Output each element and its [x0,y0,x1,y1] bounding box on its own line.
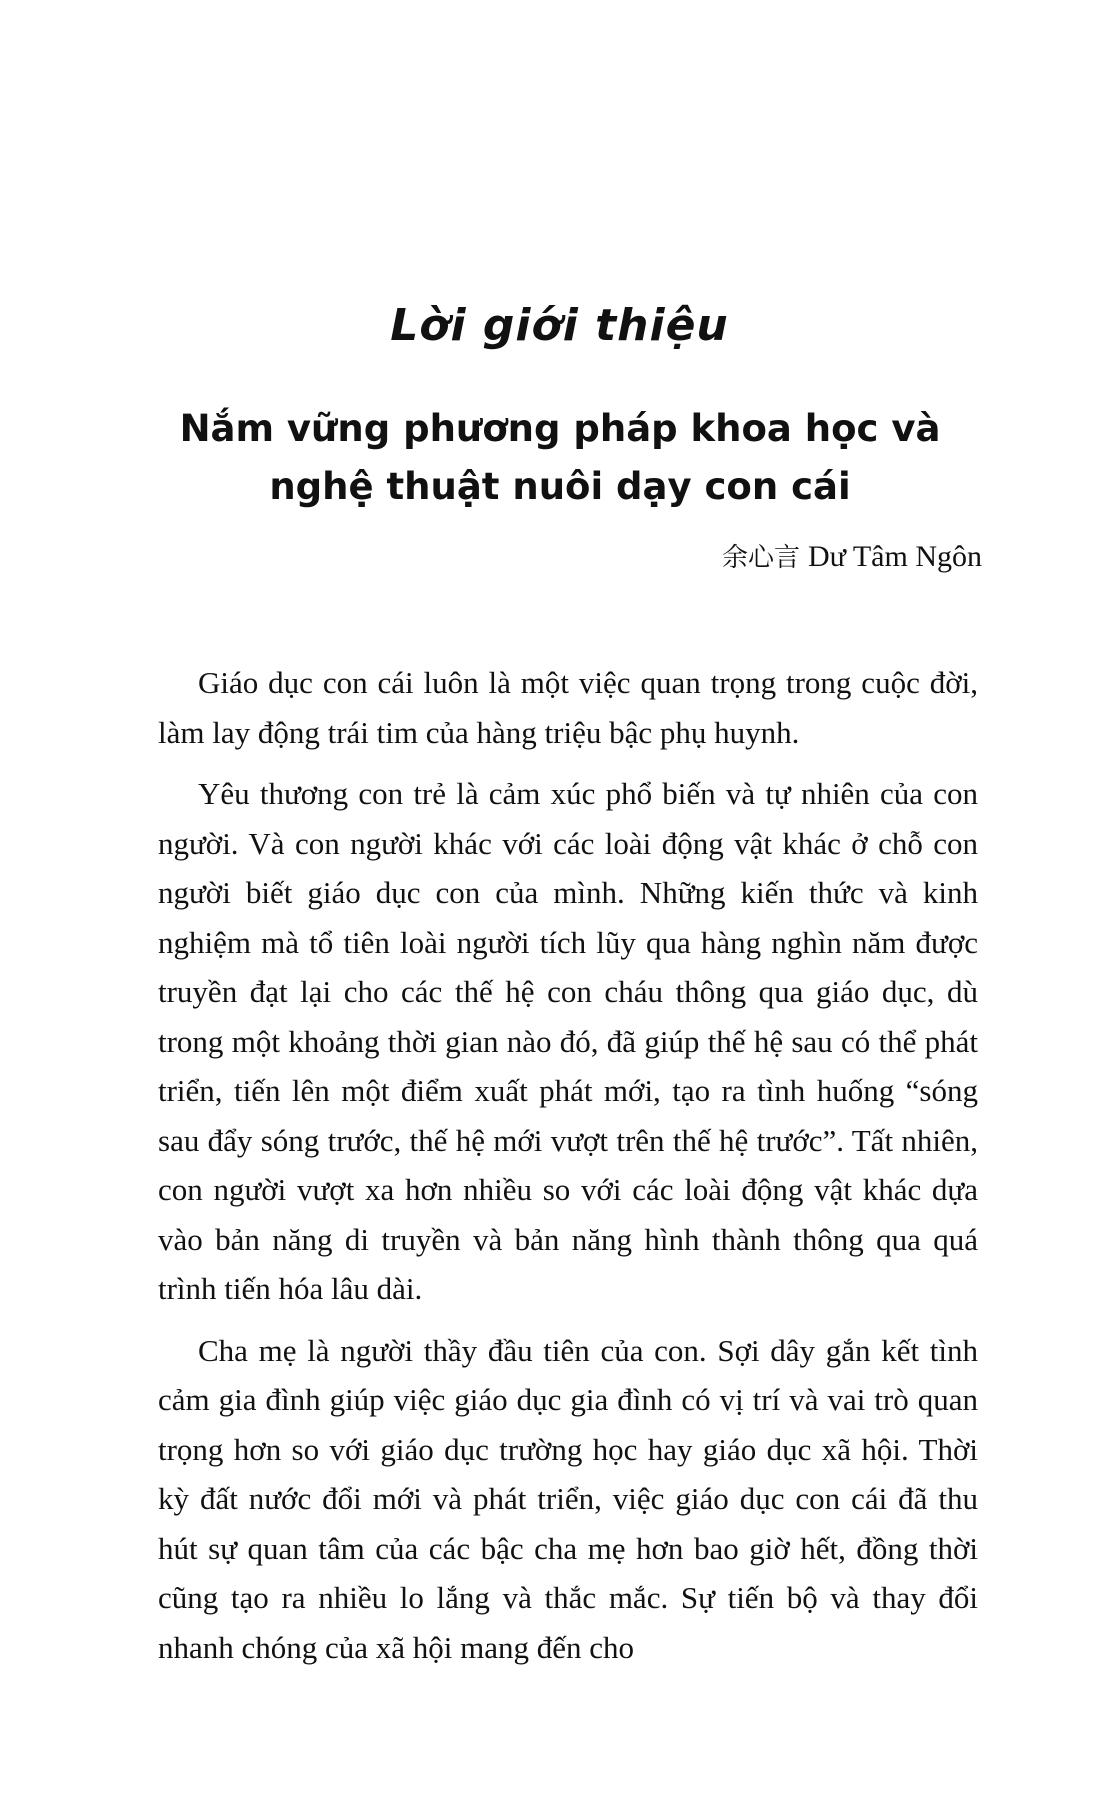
paragraph: Giáo dục con cái luôn là một việc quan trọng trong cuộc đời, làm lay động trái tim của hàng triệu bậc phụ huynh. [158,665,978,750]
author-name-vietnamese: Dư Tâm Ngôn [807,540,982,573]
subtitle-line-2: nghệ thuật nuôi dạy con cái [269,465,851,508]
author-name-chinese: 余心言 [721,543,800,573]
paragraph: Yêu thương con trẻ là cảm xúc phổ biến và tự nhiên của con người. Và con người khác với các loài động vật khác ở chỗ con người biết giáo dục con của mình. Những kiến thức và kinh nghiệm mà tổ tiên loài người tích lũy qua hàng nghìn năm được truyền đạt lại cho các thế hệ con cháu thông qua giáo dục, dù trong một khoảng thời gian nào đó, đã giúp thế hệ sau có thể phát triển, tiến lên một điểm xuất phát mới, tạo ra tình huống “sóng sau đẩy sóng trước, thế hệ mới vượt trên thế hệ trước”. Tất nhiên, con người vượt xa hơn nhiều so với các loài động vật khác dựa vào bản năng di truyền và bản năng hình thành thông qua quá trình tiến hóa lâu dài. [158,776,978,1306]
author-byline [722,537,982,574]
chapter-subtitle [150,400,970,516]
body-text [158,658,978,1684]
chapter-title: Lời giới thiệu [390,300,729,351]
paragraph: Cha mẹ là người thầy đầu tiên của con. Sợi dây gắn kết tình cảm gia đình giúp việc giáo dục gia đình có vị trí và vai trò quan trọng hơn so với giáo dục trường học hay giáo dục xã hội. Thời kỳ đất nước đổi mới và phát triển, việc giáo dục con cái đã thu hút sự quan tâm của các bậc cha mẹ hơn bao giờ hết, đồng thời cũng tạo ra nhiều lo lắng và thắc mắc. Sự tiến bộ và thay đổi nhanh chóng của xã hội mang đến cho [158,1332,978,1665]
subtitle-line-1: Nắm vững phương pháp khoa học và [179,407,941,450]
